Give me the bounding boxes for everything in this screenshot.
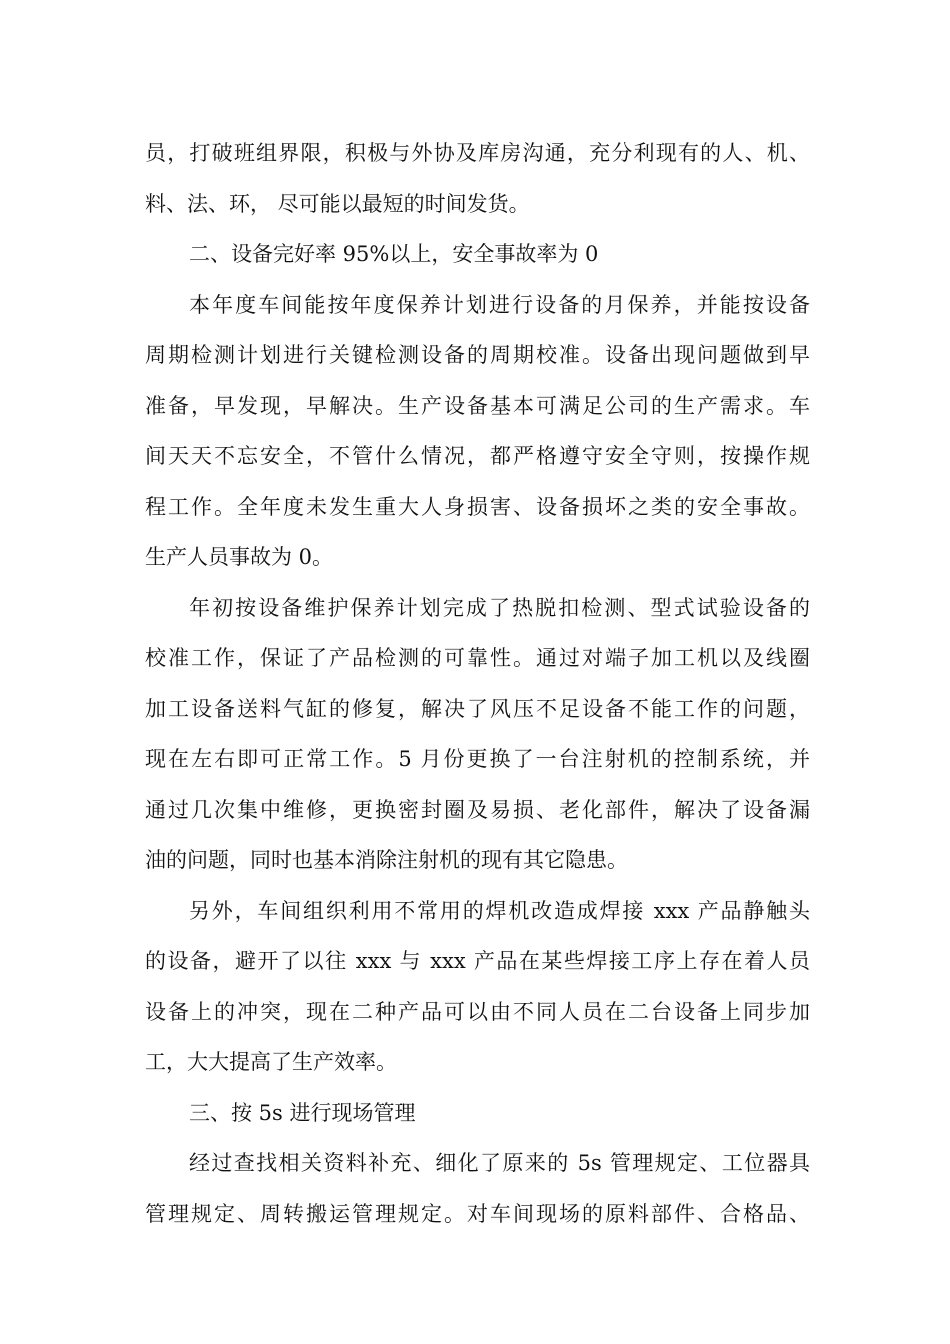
text-line: 料、法、环， 尽可能以最短的时间发货。 xyxy=(145,191,530,216)
paragraph xyxy=(145,583,810,886)
text-line: 设备上的冲突，现在二种产品可以由不同人员在二台设备上同步加 xyxy=(145,999,810,1024)
paragraph-continuation xyxy=(145,128,810,229)
text-line: 油的问题，同时也基本消除注射机的现有其它隐患。 xyxy=(145,848,628,872)
text-line: 年初按设备维护保养计划完成了热脱扣检测、型式试验设备的 xyxy=(189,595,810,620)
text-line: 员，打破班组界限，积极与外协及库房沟通，充分利现有的人、机、 xyxy=(145,141,810,165)
text-line: 另外，车间组织利用不常用的焊机改造成焊接 xxx 产品静触头 xyxy=(189,898,810,923)
document-body xyxy=(145,128,810,1239)
text-line: 的设备，避开了以往 xxx 与 xxx 产品在某些焊接工序上存在着人员 xyxy=(145,949,810,973)
paragraph xyxy=(145,886,810,1088)
text-line: 工，大大提高了生产效率。 xyxy=(145,1050,397,1074)
text-line: 加工设备送料气缸的修复，解决了风压不足设备不能工作的问题， xyxy=(145,696,810,721)
heading-line: 三、按 5s 进行现场管理 xyxy=(189,1100,416,1125)
text-line: 通过几次集中维修，更换密封圈及易损、老化部件，解决了设备漏 xyxy=(145,797,810,822)
text-line: 周期检测计划进行关键检测设备的周期校准。设备出现问题做到早 xyxy=(145,343,810,367)
text-line: 准备，早发现，早解决。生产设备基本可满足公司的生产需求。车 xyxy=(145,393,810,418)
text-line: 校准工作，保证了产品检测的可靠性。通过对端子加工机以及线圈 xyxy=(145,646,810,670)
text-line: 现在左右即可正常工作。5 月份更换了一台注射机的控制系统，并 xyxy=(145,747,810,771)
section-heading xyxy=(145,1088,810,1139)
text-line: 管理规定、周转搬运管理规定。对车间现场的原料部件、合格品、 xyxy=(145,1201,810,1226)
paragraph xyxy=(145,280,810,583)
paragraph xyxy=(145,1138,810,1239)
text-line: 经过查找相关资料补充、细化了原来的 5s 管理规定、工位器具 xyxy=(189,1151,810,1175)
text-line: 生产人员事故为 0。 xyxy=(145,545,334,569)
text-line: 程工作。全年度未发生重大人身损害、设备损坏之类的安全事故。 xyxy=(145,494,810,519)
text-line: 间天天不忘安全，不管什么情况，都严格遵守安全守则，按操作规 xyxy=(145,444,810,468)
section-heading xyxy=(145,229,810,280)
text-line: 本年度车间能按年度保养计划进行设备的月保养，并能按设备 xyxy=(189,292,810,317)
heading-line: 二、设备完好率 95%以上，安全事故率为 0 xyxy=(189,242,599,266)
